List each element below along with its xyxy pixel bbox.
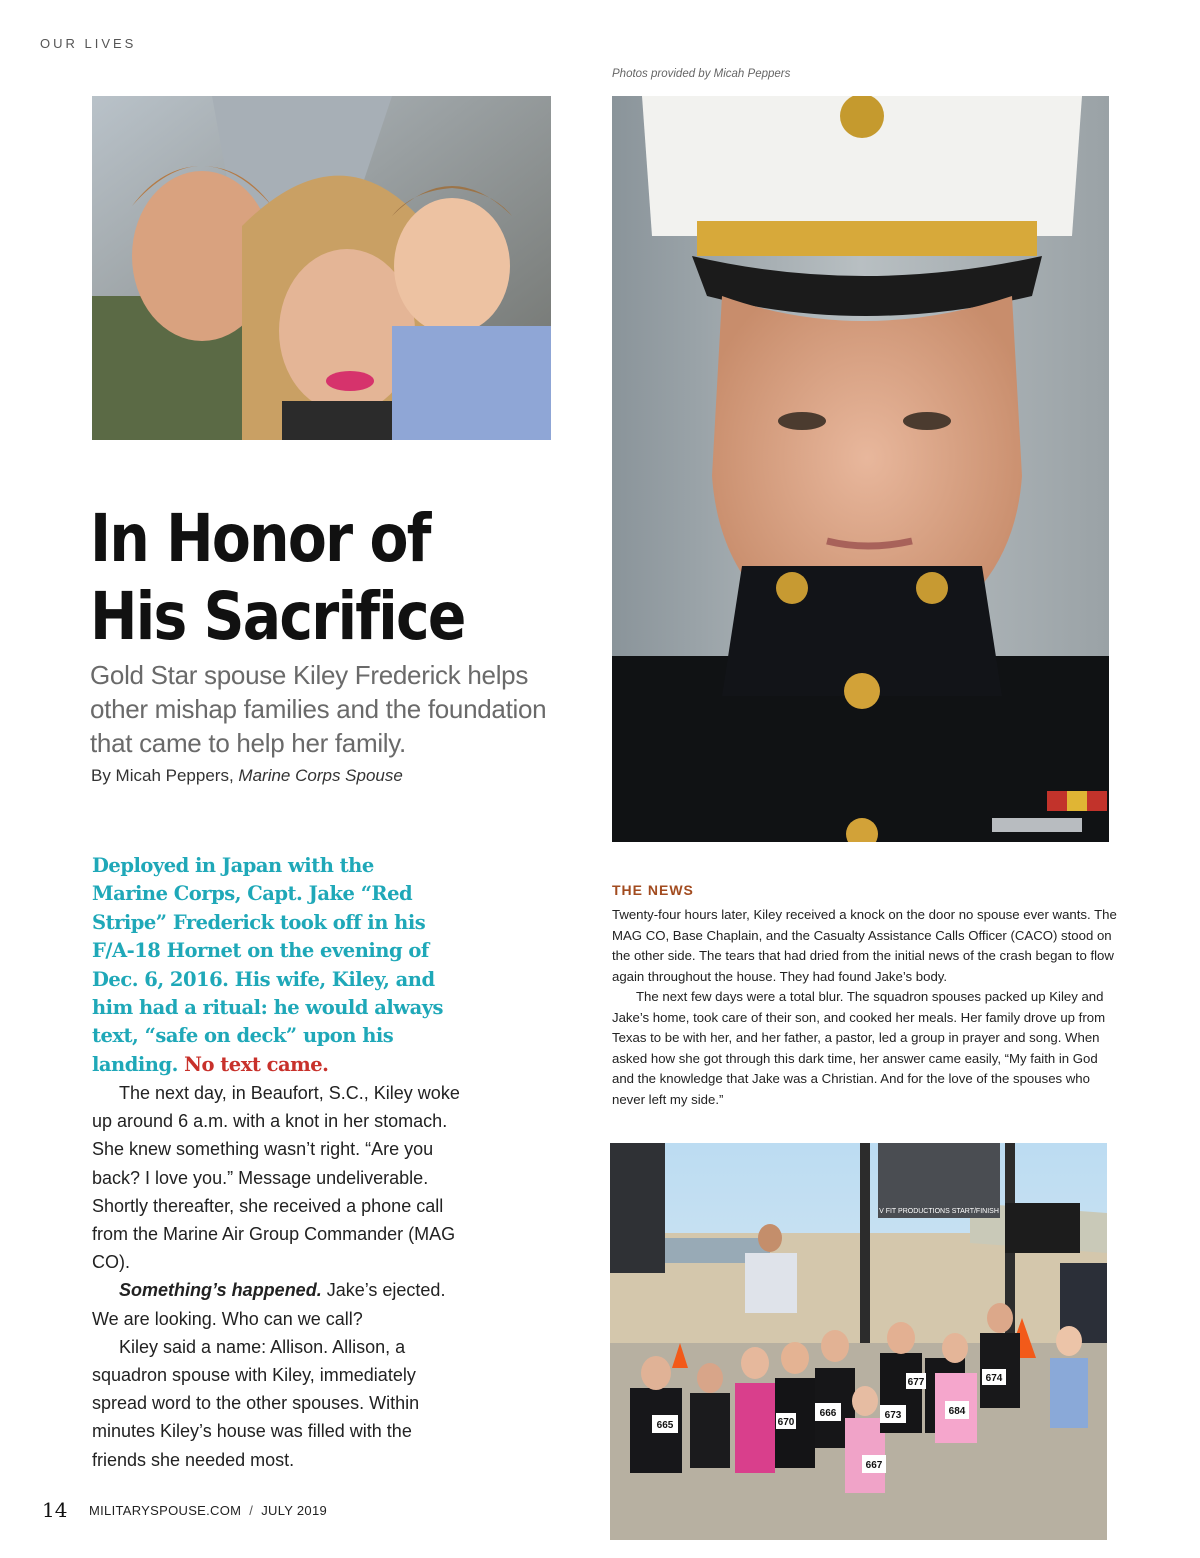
family-selfie-photo (92, 96, 551, 440)
race-bib: 684 (948, 1406, 966, 1417)
news-paragraph-2: The next few days were a total blur. The squadron spouses packed up Kiley and Jake’s home, took care of their son, and cooked her meals. Her family drove up from Texas to be with her, and her father, a pastor, led a group in prayer and song. When asked how she got through this dark time, her answer came easily, “My faith in God and the knowledge that Jake was a Christian. And for the love of the spouses who never left my side.” (612, 989, 1106, 1107)
race-bib: 674 (985, 1373, 1003, 1384)
lead-text: Deployed in Japan with the Marine Corps, Capt. Jake “Red Stripe” Frederick took off in his F/A-18 Hornet on the evening of Dec. 6, 2016. His wife, Kiley, and him had a ritual: he would always text, “safe on deck” upon his landing. (92, 854, 444, 1076)
headline-line-1: In Honor of (90, 500, 430, 577)
race-bib: 673 (884, 1410, 902, 1421)
news-paragraph-1: Twenty-four hours later, Kiley received a knock on the door no spouse ever wants. The MAG CO, Base Chaplain, and the Casualty Assistance Calls Officer (CACO) stood on the other side. The tears that had dried from the initial news of the crash began to flow again throughout the house. They had found Jake’s body. (612, 907, 1117, 984)
race-bib: 677 (907, 1377, 925, 1388)
news-body (612, 905, 1122, 1110)
kids-beach-race-photo (610, 1143, 1107, 1540)
lead-paragraph (92, 852, 452, 1079)
race-bib: 666 (819, 1408, 837, 1419)
page-number: 14 (42, 1498, 68, 1522)
lead-highlight: No text came. (184, 1052, 329, 1076)
body-paragraph-2-text: Jake’s ejected. We are looking. Who can we call? (92, 1280, 446, 1329)
race-bib: 667 (865, 1460, 883, 1471)
footer-site: MILITARYSPOUSE.COM (89, 1503, 242, 1518)
headline-line-2: His Sacrifice (90, 578, 465, 655)
body-paragraph-1: The next day, in Beaufort, S.C., Kiley woke up around 6 a.m. with a knot in her stomach. She knew something wasn’t right. “Are you back? I love you.” Message undeliverable. Shortly thereafter, she received a phone call from the Marine Air Group Commander (MAG CO). (92, 1083, 460, 1273)
news-heading: THE NEWS (612, 882, 694, 898)
footer-issue: JULY 2019 (261, 1503, 328, 1518)
body-column (92, 1079, 462, 1474)
body-paragraph-2 (92, 1276, 462, 1332)
byline (91, 766, 403, 786)
photo-credit: Photos provided by Micah Peppers (612, 68, 791, 80)
byline-affiliation: Marine Corps Spouse (238, 766, 403, 785)
body-emphasis: Something’s happened. (119, 1280, 322, 1301)
headline (90, 500, 520, 656)
section-tag: OUR LIVES (40, 36, 137, 51)
body-paragraph-3: Kiley said a name: Allison. Allison, a squadron spouse with Kiley, immediately spread word to the other spouses. Within minutes Kiley’s house was filled with the friends she needed most. (92, 1336, 420, 1470)
race-banner-text: V FIT PRODUCTIONS START/FINISH (879, 1208, 999, 1215)
race-bib: 670 (777, 1417, 795, 1428)
footer (89, 1503, 327, 1518)
race-bib: 665 (656, 1420, 674, 1431)
byline-author: By Micah Peppers, (91, 766, 234, 785)
deck-subheadline: Gold Star spouse Kiley Frederick helps other mishap families and the foundation that came to help her family. (90, 660, 547, 758)
marine-dress-blues-portrait (612, 96, 1109, 842)
footer-separator: / (249, 1503, 254, 1518)
